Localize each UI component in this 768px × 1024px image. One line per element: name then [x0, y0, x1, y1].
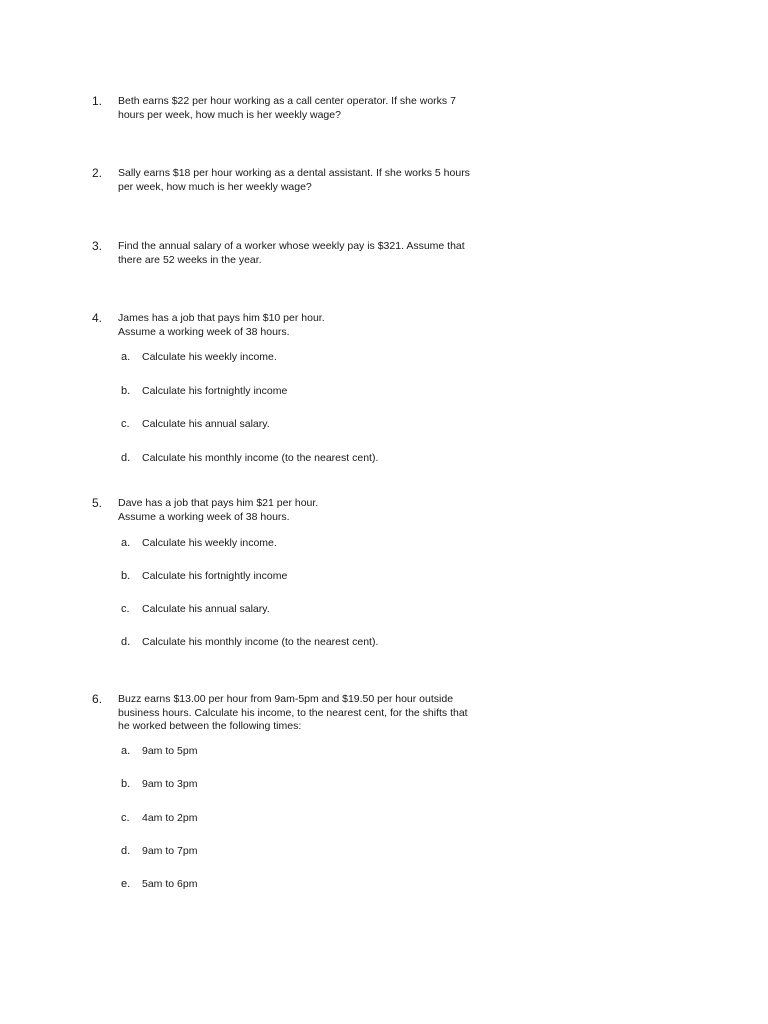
sub-question-letter: b.: [121, 778, 131, 790]
sub-question-letter: d.: [121, 636, 131, 648]
sub-question-text: 4am to 2pm: [142, 812, 198, 824]
question-line: he worked between the following times:: [118, 720, 302, 732]
question-line: Assume a working week of 38 hours.: [118, 325, 290, 338]
sub-question-text: Calculate his fortnightly income: [142, 570, 288, 582]
question-number: 1.: [92, 94, 103, 108]
sub-question-letter: b.: [121, 385, 131, 397]
sub-question-text: Calculate his weekly income.: [142, 537, 277, 549]
question-line: there are 52 weeks in the year.: [118, 253, 262, 266]
question-line: Beth earns $22 per hour working as a call center operator. If she works 7: [118, 95, 456, 107]
sub-question-letter: a.: [121, 745, 131, 757]
sub-question-letter: c.: [121, 418, 130, 430]
question-number: 4.: [92, 311, 103, 325]
question-number: 6.: [92, 692, 103, 706]
question-line: per week, how much is her weekly wage?: [118, 180, 312, 193]
question-text: [118, 312, 508, 339]
question-number: 2.: [92, 166, 103, 180]
sub-question-letter: c.: [121, 603, 130, 615]
question-line: Buzz earns $13.00 per hour from 9am-5pm and $19.50 per hour outside: [118, 693, 454, 705]
sub-question-text: Calculate his monthly income (to the nearest cent).: [142, 636, 379, 648]
question-text: [118, 497, 508, 524]
question-line: Dave has a job that pays him $21 per hour.: [118, 497, 319, 509]
sub-question-text: Calculate his annual salary.: [142, 603, 270, 615]
sub-question-letter: d.: [121, 452, 131, 464]
question-text: [118, 167, 508, 194]
question-text: [118, 240, 508, 267]
sub-question-letter: b.: [121, 570, 131, 582]
question-line: hours per week, how much is her weekly wage?: [118, 108, 341, 121]
sub-question-letter: d.: [121, 845, 131, 857]
question-number: 5.: [92, 496, 103, 510]
sub-question-letter: c.: [121, 812, 130, 824]
sub-question-text: 9am to 7pm: [142, 845, 198, 857]
sub-question-letter: a.: [121, 537, 131, 549]
question-number: 3.: [92, 239, 103, 253]
sub-question-letter: a.: [121, 351, 131, 363]
question-line: business hours. Calculate his income, to the nearest cent, for the shifts that: [118, 706, 468, 719]
question-text: [118, 693, 508, 734]
question-text: [118, 95, 508, 122]
sub-question-text: 9am to 5pm: [142, 745, 198, 757]
question-line: Find the annual salary of a worker whose weekly pay is $321. Assume that: [118, 240, 465, 252]
sub-question-text: Calculate his fortnightly income: [142, 385, 288, 397]
question-line: Assume a working week of 38 hours.: [118, 510, 290, 523]
sub-question-text: Calculate his monthly income (to the nearest cent).: [142, 452, 379, 464]
sub-question-text: Calculate his annual salary.: [142, 418, 270, 430]
sub-question-letter: e.: [121, 878, 131, 890]
sub-question-text: 9am to 3pm: [142, 778, 198, 790]
question-line: James has a job that pays him $10 per hour.: [118, 312, 325, 324]
sub-question-text: Calculate his weekly income.: [142, 351, 277, 363]
sub-question-text: 5am to 6pm: [142, 878, 198, 890]
question-line: Sally earns $18 per hour working as a dental assistant. If she works 5 hours: [118, 167, 470, 179]
